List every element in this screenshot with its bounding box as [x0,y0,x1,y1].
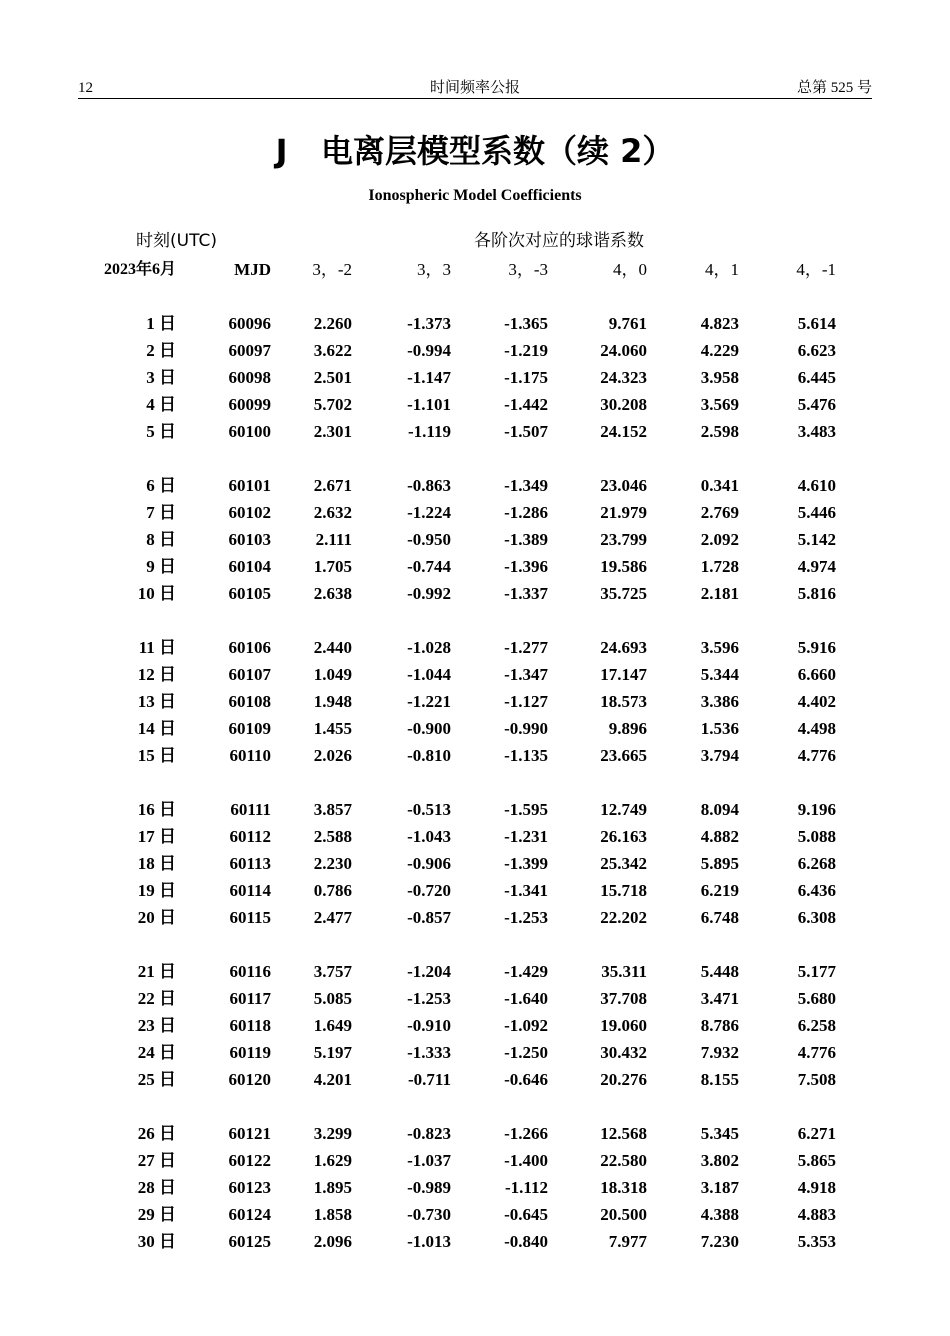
row-coef: 3.299 [313,1124,352,1143]
row-coef: 8.786 [700,1016,739,1035]
row-coef: 25.342 [600,854,647,873]
row-date: 20 日 [137,908,176,927]
row-date: 3 日 [146,368,176,387]
row-coef: -0.646 [504,1070,548,1089]
row-coef: 4.610 [797,476,836,495]
row-mjd: 60120 [228,1070,271,1089]
row-coef: 5.865 [797,1151,836,1170]
row-mjd: 60125 [228,1232,271,1251]
row-coef: 23.799 [600,530,647,549]
row-coef: 6.436 [797,881,836,900]
row-coef: 3.569 [700,395,739,414]
row-date: 24 日 [137,1043,176,1062]
row-mjd: 60101 [228,476,271,495]
row-date: 1 日 [146,314,176,333]
row-coef: -1.219 [504,341,548,360]
row-coef: 9.196 [797,800,836,819]
row-mjd: 60113 [229,854,271,873]
row-coef: -0.992 [407,584,451,603]
row-coef: 2.598 [700,422,739,441]
row-coef: 30.208 [600,395,647,414]
row-coef: -1.253 [504,908,548,927]
row-coef: 6.258 [797,1016,836,1035]
row-coef: -1.333 [407,1043,451,1062]
row-coef: 30.432 [600,1043,647,1062]
row-coef: 1.455 [313,719,352,738]
row-coef: -1.640 [504,989,548,1008]
row-coef: 2.638 [313,584,352,603]
row-coef: 3.958 [700,368,739,387]
row-coef: 4.918 [797,1178,836,1197]
row-coef: 5.702 [313,395,352,414]
row-coef: 4.776 [797,1043,836,1062]
row-coef: -1.266 [504,1124,548,1143]
row-coef: -1.175 [504,368,548,387]
row-mjd: 60096 [228,314,271,333]
row-mjd: 60104 [228,557,271,576]
row-coef: -0.906 [407,854,451,873]
row-date: 21 日 [137,962,176,981]
row-coef: 6.623 [797,341,836,360]
row-coef: -0.990 [504,719,548,738]
row-coef: 22.202 [600,908,647,927]
row-coef: 2.301 [313,422,352,441]
row-coef: -1.043 [407,827,451,846]
row-coef: 6.271 [797,1124,836,1143]
row-coef: 5.197 [313,1043,352,1062]
row-coef: 4.776 [797,746,836,765]
row-coef: -0.994 [407,341,451,360]
row-coef: 1.629 [313,1151,352,1170]
row-coef: 12.568 [600,1124,647,1143]
row-date: 5 日 [146,422,176,441]
row-coef: 8.155 [700,1070,739,1089]
row-coef: -0.711 [408,1070,451,1089]
row-date: 29 日 [137,1205,176,1224]
row-date: 12 日 [137,665,176,684]
row-coef: 6.268 [797,854,836,873]
row-date: 4 日 [146,395,176,414]
row-coef: 3.622 [313,341,352,360]
row-coef: 6.445 [797,368,836,387]
row-date: 26 日 [137,1124,176,1143]
row-date: 8 日 [146,530,176,549]
row-coef: 6.660 [797,665,836,684]
journal-title: 时间频率公报 [429,80,520,96]
row-coef: 12.749 [600,800,647,819]
row-coef: -1.442 [504,395,548,414]
row-mjd: 60117 [229,989,271,1008]
row-date: 27 日 [137,1151,176,1170]
row-mjd: 60124 [228,1205,271,1224]
row-coef: 24.693 [600,638,647,657]
row-coef: 5.088 [797,827,836,846]
row-coef: 37.708 [600,989,647,1008]
row-coef: 1.649 [313,1016,352,1035]
row-coef: 6.748 [700,908,739,927]
row-mjd: 60102 [228,503,271,522]
row-date: 30 日 [137,1232,176,1251]
row-coef: 4.402 [797,692,836,711]
row-coef: 5.895 [700,854,739,873]
row-coef: -1.037 [407,1151,451,1170]
row-mjd: 60106 [228,638,271,657]
row-coef: 0.786 [313,881,352,900]
row-coef: 6.308 [797,908,836,927]
row-coef: -0.730 [407,1205,451,1224]
row-coef: 0.341 [700,476,739,495]
row-coef: -1.277 [504,638,548,657]
row-coef: 2.769 [700,503,739,522]
row-coef: 15.718 [600,881,647,900]
column-header-coef: 4，-1 [796,260,836,279]
row-coef: 26.163 [600,827,647,846]
row-coef: 2.477 [313,908,352,927]
row-coef: -1.396 [504,557,548,576]
row-coef: -1.250 [504,1043,548,1062]
row-coef: 23.046 [600,476,647,495]
row-coef: 5.177 [797,962,836,981]
row-coef: 3.802 [700,1151,739,1170]
row-coef: 2.230 [313,854,352,873]
row-mjd: 60116 [229,962,271,981]
row-coef: -1.101 [407,395,451,414]
row-date: 22 日 [137,989,176,1008]
row-coef: 1.728 [700,557,739,576]
row-coef: -0.989 [407,1178,451,1197]
row-date: 15 日 [137,746,176,765]
column-header-coef: 3，-3 [508,260,548,279]
row-coef: -1.399 [504,854,548,873]
row-coef: -1.119 [408,422,451,441]
row-coef: -1.253 [407,989,451,1008]
row-coef: 3.857 [313,800,352,819]
row-coef: 19.586 [600,557,647,576]
row-coef: 2.181 [700,584,739,603]
page-subtitle: Ionospheric Model Coefficients [368,187,582,204]
row-date: 17 日 [137,827,176,846]
row-mjd: 60107 [228,665,271,684]
row-coef: 2.632 [313,503,352,522]
row-date: 28 日 [137,1178,176,1197]
row-mjd: 60118 [229,1016,271,1035]
row-coef: 24.060 [600,341,647,360]
row-date: 16 日 [137,800,176,819]
row-coef: -1.365 [504,314,548,333]
row-coef: -1.013 [407,1232,451,1251]
row-coef: -0.645 [504,1205,548,1224]
row-coef: 7.230 [700,1232,739,1251]
row-coef: 5.448 [700,962,739,981]
row-date: 13 日 [137,692,176,711]
row-coef: -1.147 [407,368,451,387]
row-coef: 18.318 [600,1178,647,1197]
row-coef: -1.389 [504,530,548,549]
row-mjd: 60098 [228,368,271,387]
row-coef: 5.353 [797,1232,836,1251]
row-mjd: 60112 [229,827,271,846]
row-coef: 5.680 [797,989,836,1008]
row-coef: -1.224 [407,503,451,522]
row-coef: -1.429 [504,962,548,981]
row-coef: 6.219 [700,881,739,900]
row-coef: 5.085 [313,989,352,1008]
row-coef: 8.094 [700,800,739,819]
row-coef: -1.347 [504,665,548,684]
row-coef: 9.761 [608,314,647,333]
row-coef: 3.596 [700,638,739,657]
row-coef: 5.476 [797,395,836,414]
row-coef: -0.863 [407,476,451,495]
row-coef: 5.816 [797,584,836,603]
row-coef: -1.231 [504,827,548,846]
row-coef: 24.152 [600,422,647,441]
row-date: 25 日 [137,1070,176,1089]
row-coef: -1.337 [504,584,548,603]
row-coef: 24.323 [600,368,647,387]
row-mjd: 60119 [229,1043,271,1062]
row-coef: -0.720 [407,881,451,900]
row-coef: 2.096 [313,1232,352,1251]
row-coef: 35.725 [600,584,647,603]
row-coef: 2.440 [313,638,352,657]
row-coef: -1.221 [407,692,451,711]
row-coef: 3.483 [797,422,836,441]
column-header-date: 2023年6月 [103,261,176,278]
row-coef: -1.135 [504,746,548,765]
row-coef: 17.147 [600,665,647,684]
row-coef: -0.910 [407,1016,451,1035]
row-coef: 19.060 [600,1016,647,1035]
row-coef: 4.229 [700,341,739,360]
page-title: J 电离层模型系数（续 2） [275,132,675,170]
row-coef: 3.386 [700,692,739,711]
row-coef: 18.573 [600,692,647,711]
row-date: 14 日 [137,719,176,738]
row-coef: -0.900 [407,719,451,738]
row-mjd: 60111 [230,800,271,819]
row-coef: -0.744 [407,557,451,576]
row-mjd: 60110 [229,746,271,765]
row-coef: 4.498 [797,719,836,738]
row-coef: 7.932 [700,1043,739,1062]
row-coef: 4.882 [700,827,739,846]
row-coef: 3.471 [700,989,739,1008]
row-coef: -1.112 [505,1178,548,1197]
row-date: 19 日 [137,881,176,900]
row-coef: -0.950 [407,530,451,549]
row-coef: 21.979 [600,503,647,522]
row-coef: -0.513 [407,800,451,819]
row-coef: 5.345 [700,1124,739,1143]
row-coef: -1.400 [504,1151,548,1170]
row-coef: 3.187 [700,1178,739,1197]
row-date: 18 日 [137,854,176,873]
row-coef: 2.260 [313,314,352,333]
page-number: 12 [78,80,93,96]
column-header-mjd: MJD [234,260,271,279]
row-mjd: 60114 [229,881,271,900]
row-mjd: 60105 [228,584,271,603]
row-mjd: 60108 [228,692,271,711]
row-coef: -1.595 [504,800,548,819]
row-coef: -0.857 [407,908,451,927]
row-coef: 35.311 [601,962,647,981]
row-coef: 9.896 [608,719,647,738]
issue-number: 总第 525 号 [796,80,872,96]
row-mjd: 60115 [229,908,271,927]
row-mjd: 60099 [228,395,271,414]
row-coef: 5.344 [700,665,739,684]
row-coef: -0.823 [407,1124,451,1143]
row-coef: 5.614 [797,314,836,333]
row-coef: 4.883 [797,1205,836,1224]
row-coef: -1.286 [504,503,548,522]
column-header-coef: 3，-2 [312,260,352,279]
row-coef: -1.507 [504,422,548,441]
row-date: 23 日 [137,1016,176,1035]
row-coef: 2.111 [315,530,352,549]
row-coef: 1.536 [700,719,739,738]
row-coef: 3.757 [313,962,352,981]
row-coef: 4.201 [313,1070,352,1089]
row-coef: 1.895 [313,1178,352,1197]
row-coef: 1.705 [313,557,352,576]
row-coef: 23.665 [600,746,647,765]
row-date: 2 日 [146,341,176,360]
row-coef: 7.508 [797,1070,836,1089]
running-head [78,78,872,99]
row-coef: -0.840 [504,1232,548,1251]
row-mjd: 60121 [228,1124,271,1143]
row-coef: 20.276 [600,1070,647,1089]
row-coef: 1.049 [313,665,352,684]
row-coef: 3.794 [700,746,739,765]
column-header-coef: 4，0 [613,260,647,279]
row-coef: -1.341 [504,881,548,900]
coefficient-group-header: 各阶次对应的球谐系数 [474,231,644,251]
row-coef: -1.349 [504,476,548,495]
row-coef: -1.127 [504,692,548,711]
time-header: 时刻(UTC) [136,231,217,251]
row-coef: -1.204 [407,962,451,981]
row-coef: 4.823 [700,314,739,333]
row-coef: -0.810 [407,746,451,765]
column-header-coef: 4，1 [705,260,739,279]
row-coef: 4.974 [797,557,836,576]
row-coef: 1.948 [313,692,352,711]
row-mjd: 60100 [228,422,271,441]
row-coef: 2.501 [313,368,352,387]
row-coef: 1.858 [313,1205,352,1224]
row-coef: 22.580 [600,1151,647,1170]
row-date: 7 日 [146,503,176,522]
row-coef: 2.671 [313,476,352,495]
row-coef: 5.916 [797,638,836,657]
row-coef: 4.388 [700,1205,739,1224]
row-coef: 2.026 [313,746,352,765]
row-coef: -1.044 [407,665,451,684]
row-date: 10 日 [137,584,176,603]
row-mjd: 60123 [228,1178,271,1197]
row-mjd: 60097 [228,341,271,360]
row-mjd: 60103 [228,530,271,549]
row-mjd: 60109 [228,719,271,738]
row-coef: 2.588 [313,827,352,846]
row-coef: -1.028 [407,638,451,657]
row-coef: -1.373 [407,314,451,333]
row-date: 6 日 [146,476,176,495]
row-coef: 2.092 [700,530,739,549]
row-mjd: 60122 [228,1151,271,1170]
row-coef: 20.500 [600,1205,647,1224]
row-coef: 5.142 [797,530,836,549]
row-coef: 7.977 [608,1232,647,1251]
row-date: 9 日 [146,557,176,576]
row-coef: -1.092 [504,1016,548,1035]
row-coef: 5.446 [797,503,836,522]
column-header-coef: 3，3 [417,260,451,279]
row-date: 11 日 [138,638,176,657]
